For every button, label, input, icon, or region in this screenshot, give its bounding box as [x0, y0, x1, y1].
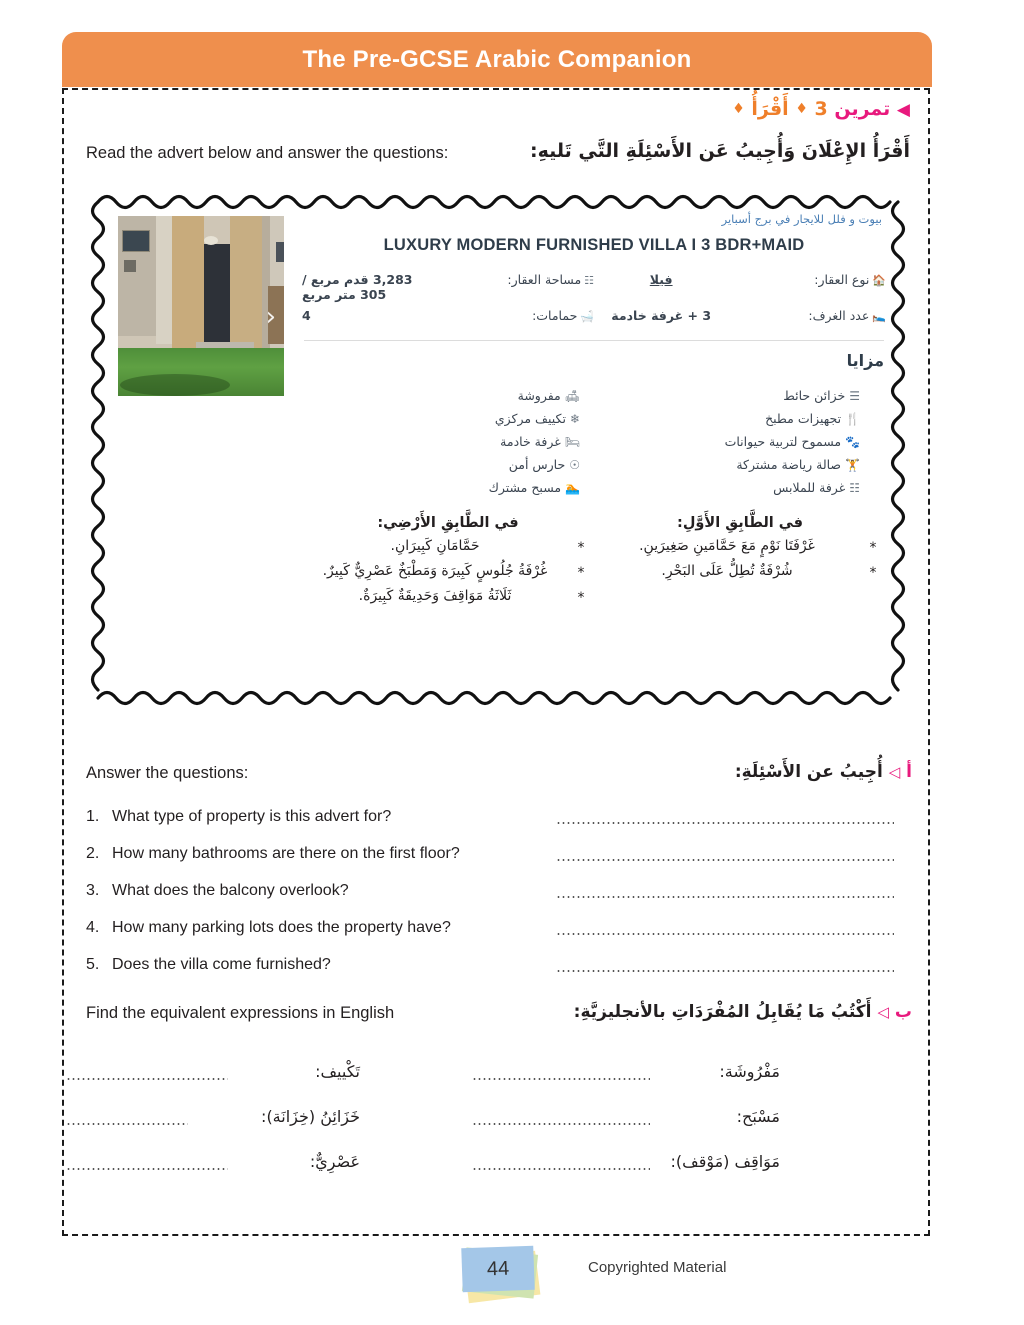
list-item — [302, 538, 594, 556]
vocabulary-grid — [64, 1054, 928, 1189]
question-text: How many bathrooms are there on the first floor? — [112, 845, 460, 862]
spec-value-property-area: 3,283 قدم مربع / 305 متر مربع — [302, 272, 413, 302]
question-number: 4. — [86, 919, 100, 936]
first-floor-heading: في الطَّابِقِ الأَوَّلِ: — [677, 515, 803, 531]
vocab-answer-line[interactable] — [66, 1123, 188, 1125]
wardrobe-icon: ☰ — [849, 389, 860, 403]
instruction-row — [64, 140, 928, 174]
vocab-answer-line[interactable] — [66, 1078, 228, 1080]
part-a-letter: أ — [906, 762, 912, 782]
question-number: 3. — [86, 882, 100, 899]
ground-floor-heading: في الطَّابِقِ الأَرْضِي: — [377, 515, 519, 531]
list-item: 🏋صالة رياضة مشتركة — [736, 457, 860, 472]
part-a-arabic-instruction: أُجِيبُ عن الأَسْئِلَةِ: — [734, 762, 883, 782]
table-row — [302, 269, 886, 305]
vocab-term: مَسْبَح: — [736, 1107, 780, 1126]
answer-line[interactable] — [556, 859, 894, 861]
advert-card — [86, 190, 910, 710]
list-item — [64, 950, 928, 987]
list-item — [594, 538, 886, 556]
list-item: ☷غرفة للملابس — [773, 480, 860, 495]
question-number: 5. — [86, 956, 100, 973]
photo-wall-lamp — [204, 236, 218, 245]
question-text: Does the villa come furnished? — [112, 956, 331, 973]
features-grid — [302, 384, 886, 499]
ground-floor-item-text: غُرْفَةُ جُلُوسٍ كَبِيرَة وَمَطْبَخٌ عَصْرِيٌّ كَبِيرٌ. — [322, 563, 548, 579]
advert-specs-table — [302, 269, 886, 326]
vocab-answer-line[interactable] — [472, 1168, 650, 1170]
answer-line[interactable] — [556, 970, 894, 972]
list-item: ☰خزائن حائط — [783, 388, 860, 403]
page-number: 44 — [486, 1257, 510, 1280]
paw-icon: 🐾 — [845, 435, 860, 449]
part-a-triangle-icon: ◁ — [888, 763, 901, 781]
advert-listing-title: LUXURY MODERN FURNISHED VILLA I 3 BDR+MAID — [383, 236, 805, 254]
villa-photo — [118, 216, 284, 396]
vocab-term: عَصْرِيٌّ: — [309, 1152, 360, 1171]
table-row — [302, 305, 886, 326]
list-item: 🏊مسبح مشترك — [488, 480, 580, 495]
bullet-star-icon: * — [577, 540, 585, 556]
question-number: 2. — [86, 845, 100, 862]
part-b-letter: ب — [894, 1002, 912, 1022]
part-b-english-instruction: Find the equivalent expressions in English — [86, 1004, 395, 1022]
bed-icon: 🛌 — [872, 310, 886, 323]
ground-floor-item-text: ثَلَاثَةُ مَوَاقِفَ وَحَدِيقَةٌ كَبِيرَةٌ. — [358, 588, 512, 604]
part-a-english-instruction: Answer the questions: — [86, 764, 249, 782]
questions-list — [64, 802, 928, 987]
advert-inner-content — [106, 208, 890, 692]
question-text: What type of property is this advert for? — [112, 808, 392, 825]
exercise-title — [732, 98, 910, 120]
bullet-star-icon: * — [869, 540, 877, 556]
answer-line[interactable] — [556, 933, 894, 935]
copyright-text: Copyrighted Material — [588, 1259, 727, 1276]
part-b-triangle-icon: ◁ — [877, 1003, 889, 1021]
badge-blue-square — [461, 1246, 534, 1292]
bullet-star-icon: * — [577, 565, 585, 581]
home-icon: 🏠 — [872, 274, 886, 287]
vocab-answer-line[interactable] — [472, 1078, 650, 1080]
list-item — [64, 876, 928, 913]
page-number-badge — [462, 1247, 542, 1295]
features-column-left — [582, 384, 886, 499]
photo-window-upper — [122, 230, 150, 252]
closet-icon: ☷ — [849, 481, 860, 495]
vocab-answer-line[interactable] — [472, 1123, 650, 1125]
exercise-skill: أَقْرَأُ — [751, 98, 789, 120]
diamond-icon-left: ♦ — [795, 101, 808, 117]
spec-value-property-type: فيلا — [649, 272, 673, 287]
photo-entrance-door — [204, 244, 230, 342]
photo-window-right — [276, 242, 284, 262]
carousel-next-icon[interactable]: › — [265, 302, 276, 332]
list-item — [302, 563, 594, 581]
part-b-header — [64, 1002, 928, 1032]
question-text: What does the balcony overlook? — [112, 882, 349, 899]
table-row — [64, 1099, 928, 1144]
list-item: ☉حارس أمن — [508, 457, 580, 472]
ground-floor-column — [302, 515, 594, 606]
vocab-term: مَوَاقِف (مَوْقف): — [670, 1152, 780, 1171]
bath-icon: 🛁 — [580, 310, 595, 323]
section-divider — [304, 340, 884, 341]
vocab-term: خَزَائِنُ (خِزَانَة): — [261, 1107, 360, 1126]
question-number: 1. — [86, 808, 100, 825]
swimming-pool-icon: 🏊 — [565, 481, 580, 495]
list-item — [64, 802, 928, 839]
spec-label-property-area: ☷مساحة العقار: — [507, 272, 595, 287]
snowflake-icon: ❄ — [569, 412, 580, 426]
spec-label-bathrooms: 🛁حمامات: — [532, 308, 595, 323]
list-item — [64, 913, 928, 950]
list-item: 🐾مسموح لتربية حيوانات — [724, 434, 860, 449]
page-content-frame — [62, 88, 930, 1236]
question-text: How many parking lots does the property have? — [112, 919, 451, 936]
security-icon: ☉ — [569, 458, 580, 472]
ground-floor-item-text: حَمَّامَانِ كَبِيرَانِ. — [390, 538, 480, 554]
part-a-header — [64, 762, 928, 792]
photo-lawn — [118, 348, 284, 396]
features-heading: مزايا — [846, 351, 884, 370]
breadcrumb[interactable]: بيوت و فلل للايجار في برج أسباير — [721, 212, 882, 226]
kitchen-icon: 🍴 — [845, 412, 860, 426]
page-header-banner — [62, 32, 932, 87]
photo-lawn-shadow — [120, 374, 230, 396]
furnished-icon: 🛋 — [564, 389, 580, 403]
answer-line[interactable] — [556, 822, 894, 824]
list-item: 🍴تجهيزات مطبخ — [765, 411, 860, 426]
photo-column-left — [172, 216, 204, 356]
spec-label-rooms: 🛌عدد الغرف: — [808, 308, 886, 323]
list-item — [302, 588, 594, 606]
bullet-star-icon: * — [869, 565, 877, 581]
spec-label-property-type: 🏠نوع العقار: — [814, 272, 886, 287]
page-footer — [0, 1245, 1024, 1315]
list-item — [594, 563, 886, 581]
diamond-icon-right: ♦ — [732, 101, 745, 117]
features-column-right — [302, 384, 582, 499]
vocab-answer-line[interactable] — [66, 1168, 228, 1170]
list-item — [64, 839, 928, 876]
list-item: 🛏غرفة خادمة — [500, 434, 580, 449]
gym-icon: 🏋 — [845, 458, 860, 472]
photo-window-small — [124, 260, 136, 272]
spec-value-bathrooms: 4 — [302, 308, 311, 323]
answer-line[interactable] — [556, 896, 894, 898]
photo-column-right — [230, 216, 262, 358]
part-b-arabic-instruction: أَكْتُبُ مَا يُقَابِلُ المُفْرَدَاتِ بالأنجليزيَّةِ: — [573, 1002, 872, 1022]
page-title: The Pre-GCSE Arabic Companion — [302, 45, 692, 73]
list-item: 🛋مفروشة — [517, 388, 580, 403]
exercise-number: 3 — [814, 98, 828, 120]
first-floor-item-text: شُرْفَةٌ تُطِلُّ عَلَى البَحْرِ. — [661, 563, 793, 579]
instruction-arabic: أَقْرَأُ الإِعْلَانَ وَأُجِيبُ عَن الأَسْئِلَةِ التَّي تَليهِ: — [530, 140, 910, 162]
part-a-marker — [735, 762, 912, 782]
vocab-term: مَفْرُوشَة: — [719, 1062, 780, 1081]
advert-details — [302, 208, 886, 692]
instruction-english: Read the advert below and answer the questions: — [86, 144, 449, 162]
list-item: ❄تكييف مركزي — [494, 411, 580, 426]
exercise-label: تمرين — [834, 98, 891, 120]
exercise-triangle-icon: ◀ — [896, 100, 910, 120]
table-row — [64, 1054, 928, 1099]
spec-value-rooms: 3 + غرفة خادمة — [611, 308, 712, 323]
vocab-term: تَكْييف: — [315, 1062, 360, 1081]
floors-description — [302, 515, 886, 606]
part-b-section — [64, 1002, 928, 1171]
part-a-section — [64, 762, 928, 977]
area-icon: ☷ — [584, 274, 595, 287]
first-floor-item-text: غَرْفَتَا نَوْمٍ مَعَ حَمَّامَينِ صَغِيرَينِ. — [639, 538, 815, 554]
part-b-marker — [574, 1002, 912, 1022]
first-floor-column — [594, 515, 886, 606]
table-row — [64, 1144, 928, 1189]
bullet-star-icon: * — [577, 590, 585, 606]
maid-room-icon: 🛏 — [564, 435, 580, 449]
